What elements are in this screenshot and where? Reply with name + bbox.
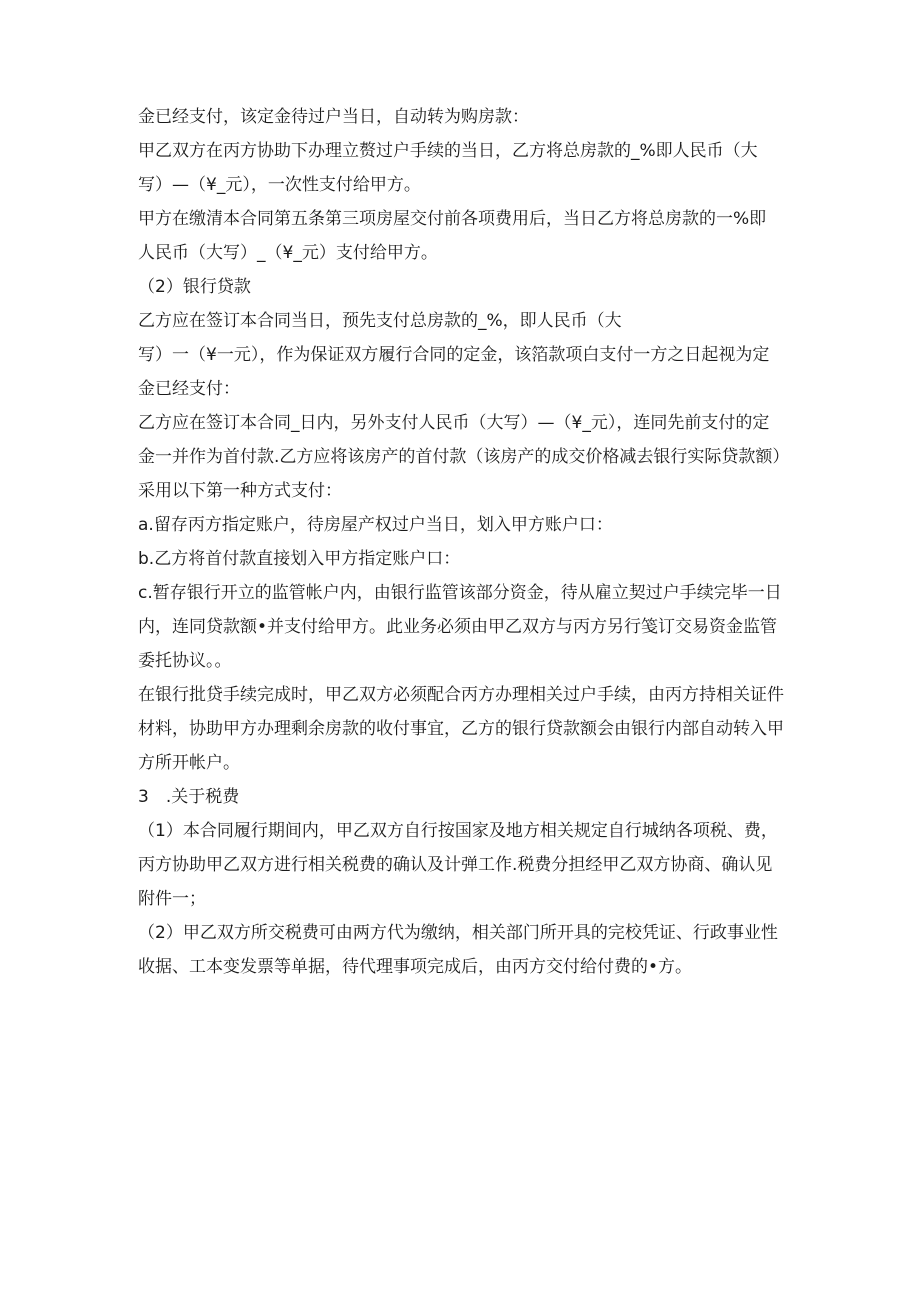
text-line: 乙方应在签订本合同_日内，另外支付人民币（大写）—（¥_元），连同先前支付的定 [138,413,770,433]
text-line: 方所开帐户。 [138,753,240,773]
text-line: 甲方在缴清本合同第五条第三项房屋交付前各项费用后，当日乙方将总房款的一%即 [138,209,767,229]
text-line: 人民币（大写）_（¥_元）支付给甲方。 [138,243,438,263]
text-line: 材料，协助甲方办理剩余房款的收付事宜，乙方的银行贷款额会由银行内部自动转入甲 [138,719,784,739]
text-line: 甲乙双方在丙方协助下办理立赘过户手续的当日，乙方将总房款的_%即人民币（大 [138,141,758,161]
text-line: 乙方应在签订本合同当日，预先支付总房款的_%，即人民币（大 [138,311,622,331]
text-line: 写）一（¥一元），作为保证双方履行合同的定金，该箔款项白支付一方之日起视为定 [138,345,770,365]
text-line: 写）—（¥_元），一次性支付给甲方。 [138,175,421,195]
text-line: 内，连同贷款额•并支付给甲方。此业务必须由甲乙双方与丙方另行笺订交易资金监管 [138,617,778,637]
text-line: 金已经支付，该定金待过户当日，自动转为购房款： [138,107,529,127]
text-line: 金已经支付： [138,379,240,399]
section-heading: （2）银行贷款 [138,277,251,297]
text-line: 金一并作为首付款.乙方应将该房产的首付款（该房产的成交价格减去银行实际贷款额） [138,447,790,467]
document-body [138,100,798,984]
list-item: a.留存丙方指定账户，待房屋产权过户当日，划入甲方账户口： [138,515,613,535]
text-line: 在银行批贷手续完成时，甲乙双方必须配合丙方办理相关过户手续，由丙方持相关证件 [138,685,784,705]
text-line: 委托协议。。 [138,651,232,671]
list-item: c.暂存银行开立的监管帐户内，由银行监管该部分资金，待从雇立契过户手续完毕一日 [138,583,782,603]
text-line: （1）本合同履行期间内，甲乙双方自行按国家及地方相关规定自行城纳各项税、费， [138,821,778,841]
text-line: 采用以下第一种方式支付： [138,481,342,501]
text-line: 收据、工本变发票等单据，待代理事项完成后，由丙方交付给付费的•方。 [138,957,693,977]
list-item: b.乙方将首付款直接划入甲方指定账户口： [138,549,461,569]
text-line: （2）甲乙双方所交税费可由两方代为缴纳，相关部门所开具的完校凭证、行政事业性 [138,923,778,943]
text-line: 丙方协助甲乙双方进行相关税费的确认及计弹工作.税费分担经甲乙双方协商、确认见 [138,855,773,875]
text-line: 附件一； [138,889,206,909]
section-heading: 3 .关于税费 [138,787,240,807]
